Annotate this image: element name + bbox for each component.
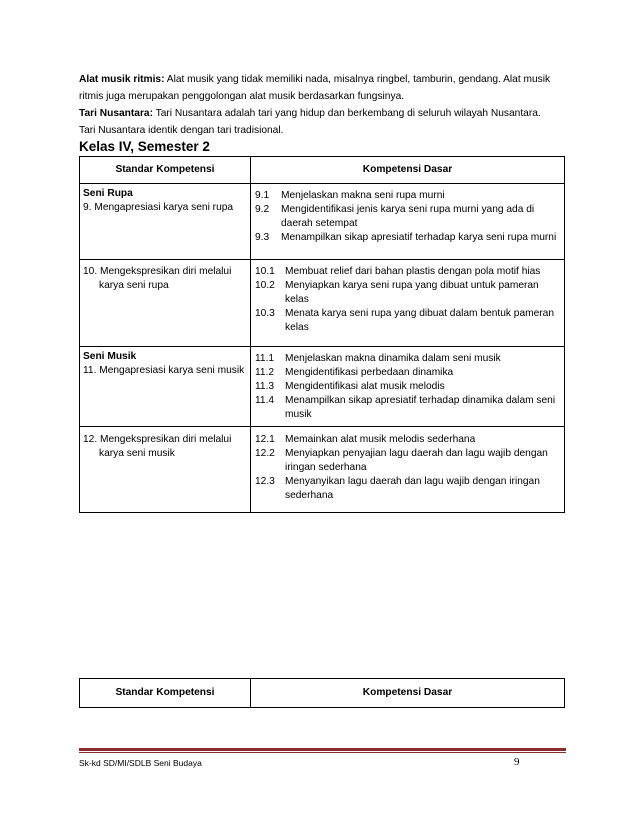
kd-text: Menampilkan sikap apresiatif terhadap karya seni rupa murni (281, 232, 557, 243)
table-header-row (80, 679, 565, 708)
kd-item (255, 189, 560, 203)
kd-number: 10.1 (255, 266, 275, 277)
page-number: 9 (514, 756, 520, 768)
kd-item (255, 352, 560, 366)
competency-table (79, 156, 565, 513)
kd-number: 11.2 (255, 367, 275, 378)
kd-text: Menyiapkan karya seni rupa yang dibuat untuk pameran kelas (285, 280, 539, 305)
footer-text: Sk-kd SD/MI/SDLB Seni Budaya (79, 758, 202, 768)
kd-number: 12.3 (255, 476, 275, 487)
kd-number: 10.3 (255, 308, 275, 319)
competency-table-continued (79, 678, 565, 708)
definition-tari-nusantara: Tari Nusantara adalah tari yang hidup dan berkembang di seluruh wilayah Nusantara. Tari Nusantara identik dengan tari tradisional. (79, 108, 541, 136)
kd-number: 11.3 (255, 381, 275, 392)
term-alat-musik-ritmis: Alat musik ritmis: (79, 74, 165, 85)
kd-text: Menyiapkan penyajian lagu daerah dan lagu wajib dengan iringan sederhana (285, 448, 548, 473)
kd-text: Memainkan alat musik melodis sederhana (285, 434, 476, 445)
header-standar-kompetensi: Standar Kompetensi (80, 157, 251, 184)
kd-text: Membuat relief dari bahan plastis dengan pola motif hias (285, 266, 541, 277)
kd-item (255, 394, 560, 422)
kd-number: 12.1 (255, 434, 275, 445)
kd-number: 12.2 (255, 448, 275, 459)
paragraph-alat-musik-ritmis (79, 71, 559, 105)
kd-number: 9.3 (255, 232, 270, 243)
header-kompetensi-dasar: Kompetensi Dasar (251, 157, 565, 184)
kd-number: 9.1 (255, 190, 270, 201)
kd-text: Mengidentifikasi perbedaan dinamika (285, 367, 454, 378)
intro-text (79, 71, 559, 139)
kd-item (255, 433, 560, 447)
table-row (80, 347, 565, 427)
kd-number: 11.1 (255, 353, 275, 364)
kd-text: Menata karya seni rupa yang dibuat dalam bentuk pameran kelas (285, 308, 555, 333)
sk-text: 9. Mengapresiasi karya seni rupa (83, 202, 234, 213)
sk-cell (80, 260, 251, 347)
footer-rule-thin (79, 752, 566, 753)
sk-heading: Seni Musik (83, 351, 137, 362)
table-row (80, 184, 565, 260)
sk-text: 10. Mengekspresikan diri melalui karya seni rupa (83, 266, 232, 291)
kd-cell (251, 260, 565, 347)
kd-item (255, 366, 560, 380)
kd-cell (251, 184, 565, 260)
kd-item (255, 279, 560, 307)
kd-text: Menyanyikan lagu daerah dan lagu wajib dengan iringan sederhana (285, 476, 540, 501)
kd-item (255, 307, 560, 335)
paragraph-tari-nusantara (79, 105, 559, 139)
term-tari-nusantara: Tari Nusantara: (79, 108, 153, 119)
table-row (80, 427, 565, 513)
kd-item (255, 203, 560, 231)
kd-number: 11.4 (255, 395, 275, 406)
section-title: Kelas IV, Semester 2 (79, 139, 210, 154)
kd-text: Menjelaskan makna seni rupa murni (281, 190, 445, 201)
kd-item (255, 265, 560, 279)
sk-text: 11. Mengapresiasi karya seni musik (83, 365, 245, 376)
kd-number: 10.2 (255, 280, 275, 291)
kd-cell (251, 427, 565, 513)
sk-cell (80, 184, 251, 260)
table-row (80, 260, 565, 347)
header-standar-kompetensi: Standar Kompetensi (80, 679, 251, 708)
kd-text: Menjelaskan makna dinamika dalam seni musik (285, 353, 501, 364)
kd-cell (251, 347, 565, 427)
definition-alat-musik-ritmis: Alat musik yang tidak memiliki nada, misalnya ringbel, tamburin, gendang. Alat musik ritmis juga merupakan penggolongan alat musik berdasarkan fungsinya. (79, 74, 551, 102)
sk-text: 12. Mengekspresikan diri melalui karya seni musik (83, 434, 232, 459)
sk-cell (80, 427, 251, 513)
kd-text: Mengidentifikasi alat musik melodis (285, 381, 445, 392)
sk-cell (80, 347, 251, 427)
table-header-row (80, 157, 565, 184)
footer-rule-thick (79, 748, 566, 751)
kd-item (255, 475, 560, 503)
kd-item (255, 447, 560, 475)
kd-number: 9.2 (255, 204, 270, 215)
kd-text: Mengidentifikasi jenis karya seni rupa murni yang ada di daerah setempat (281, 204, 535, 229)
kd-item (255, 231, 560, 245)
header-kompetensi-dasar: Kompetensi Dasar (251, 679, 565, 708)
sk-heading: Seni Rupa (83, 188, 133, 199)
kd-item (255, 380, 560, 394)
kd-text: Menampilkan sikap apresiatif terhadap dinamika dalam seni musik (285, 395, 556, 420)
